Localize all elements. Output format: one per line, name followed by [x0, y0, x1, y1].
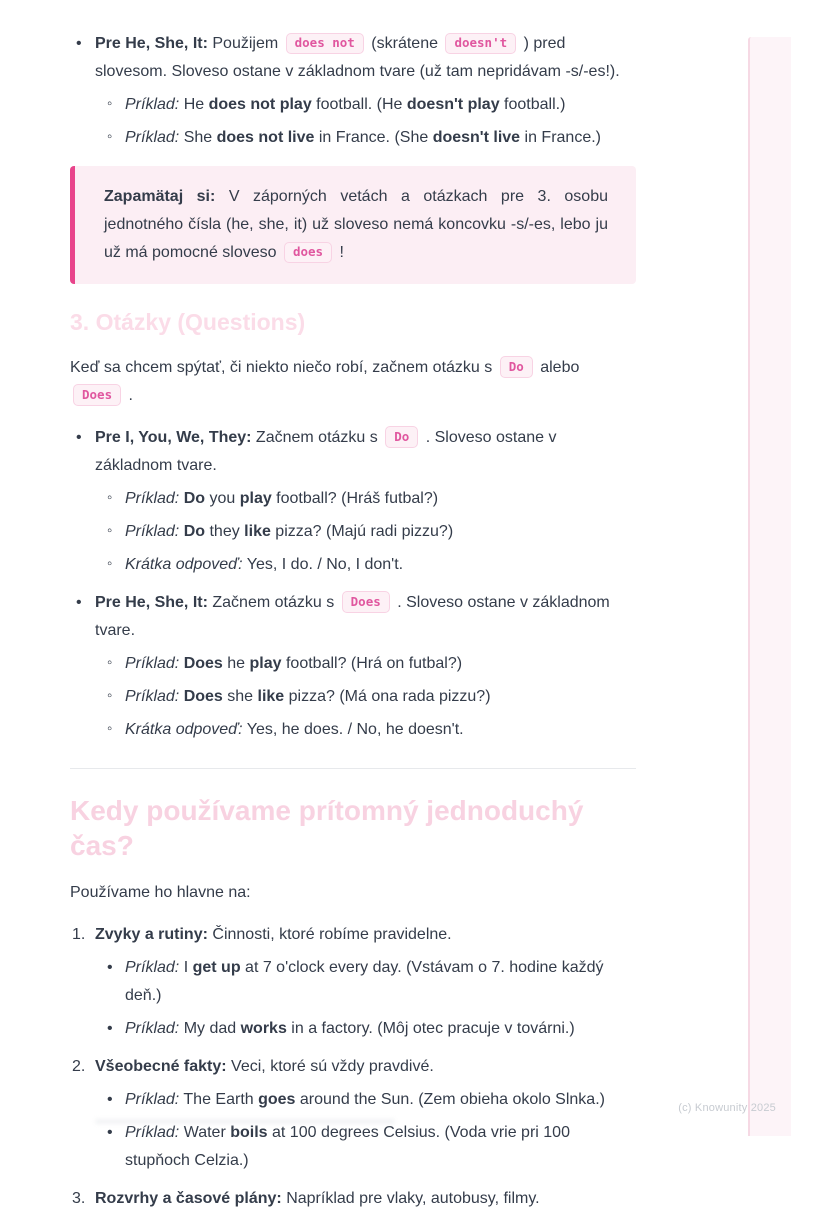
text-run: alebo [535, 358, 580, 376]
list-item [70, 921, 636, 1043]
bold-text: Pre He, She, It: [95, 35, 208, 52]
bold-text: get up [192, 958, 241, 976]
circle-marker: ◦ [107, 653, 113, 671]
list-item-text [95, 1190, 540, 1207]
list-item [70, 589, 636, 744]
italic-label: Príklad: [125, 687, 180, 705]
text-run: football? (Hrá on futbal?) [281, 654, 463, 672]
sub-item-text [125, 556, 403, 573]
bold-text: Do [183, 522, 206, 540]
list-item [70, 1185, 636, 1213]
text-run: Začnem otázku s [207, 593, 339, 611]
bold-text: goes [258, 1090, 296, 1108]
sub-item-text [125, 96, 565, 113]
sub-item-text [125, 721, 464, 738]
sub-list-item [105, 1119, 636, 1175]
italic-label: Krátka odpoveď: [125, 555, 243, 573]
bold-text: Pre I, You, We, They: [95, 428, 252, 446]
sub-list-item [105, 650, 636, 678]
sub-list-item [105, 91, 636, 119]
list-item-text [95, 35, 620, 80]
text-run: Keď sa chcem spýtať, či niekto niečo robí, začnem otázku s [70, 358, 497, 376]
text-run: . [124, 386, 133, 404]
sub-list-item [105, 1015, 636, 1043]
text-run: you [205, 489, 240, 507]
text-run: in a factory. (Môj otec pracuje v továrni.) [286, 1019, 575, 1037]
disc-marker: • [107, 1090, 113, 1108]
sub-list-item [105, 954, 636, 1010]
italic-label: Príklad: [125, 1019, 180, 1037]
sub-list [105, 954, 636, 1043]
section-heading-sub: 3. Otázky (Questions) [70, 309, 306, 335]
sub-list [105, 485, 636, 579]
text-run: he [222, 654, 250, 672]
text-run: My dad [179, 1019, 241, 1037]
text-run: at 100 degrees Celsius. (Voda vrie pri 100 stupňoch Celzia.) [125, 1123, 570, 1169]
text-run: ! [335, 244, 344, 261]
text-run: Začnem otázku s [251, 428, 383, 446]
italic-label: Krátka odpoveď: [125, 720, 243, 738]
bold-text: Does [183, 687, 223, 705]
text-run: they [205, 522, 245, 540]
bold-text: boils [230, 1123, 268, 1141]
inline-code-chip: Do [500, 356, 533, 378]
text-run: in France.) [520, 129, 601, 146]
bullet-marker: • [76, 428, 82, 446]
text-run: football. (He [311, 96, 407, 113]
bold-text: doesn't live [432, 129, 521, 146]
sub-list-item [105, 683, 636, 711]
list-item [70, 424, 636, 579]
list-item [70, 30, 636, 152]
disc-marker: • [107, 1019, 113, 1037]
numbered-list [70, 921, 636, 1213]
italic-label: Príklad: [125, 522, 180, 540]
bold-text: like [244, 522, 271, 540]
text-run: in France. (She [314, 129, 433, 146]
text-run: The Earth [179, 1090, 259, 1108]
disc-marker: • [107, 1123, 113, 1141]
bold-text: Do [183, 489, 206, 507]
bold-text: Pre He, She, It: [95, 593, 208, 611]
bold-text: Does [183, 654, 223, 672]
paragraph [70, 354, 636, 410]
list-item-text [95, 926, 452, 943]
bold-text: does not play [208, 96, 312, 113]
text-run: She [179, 129, 217, 146]
circle-marker: ◦ [107, 521, 113, 539]
callout-box [70, 166, 636, 284]
sub-list [105, 91, 636, 152]
section-divider [70, 768, 636, 769]
circle-marker: ◦ [107, 488, 113, 506]
list-number: 3. [72, 1189, 86, 1207]
copyright-footer: (c) Knowunity 2025 [678, 1102, 776, 1114]
inline-code-chip: does [284, 242, 332, 264]
text-run: around the Sun. (Zem obieha okolo Slnka.) [295, 1090, 605, 1108]
list-item [70, 1053, 636, 1175]
sub-list [105, 650, 636, 744]
list-item-text [95, 594, 610, 639]
callout-text [104, 183, 608, 267]
bullet-marker: • [76, 35, 82, 52]
text-run: Water [179, 1123, 231, 1141]
section-heading-main: Kedy používame prítomný jednoduchý čas? [70, 794, 584, 861]
bold-text: Všeobecné fakty: [95, 1057, 227, 1075]
sub-list-item [105, 716, 636, 744]
sub-list-item [105, 485, 636, 513]
bullet-list [70, 424, 636, 744]
bullet-marker: • [76, 593, 82, 611]
paragraph [70, 879, 636, 907]
bold-text: play [249, 654, 282, 672]
text-run: she [222, 687, 258, 705]
text-run: I [179, 958, 193, 976]
circle-marker: ◦ [107, 95, 113, 112]
text-run: Použijem [207, 35, 283, 52]
text-run: pizza? (Má ona rada pizzu?) [284, 687, 491, 705]
text-run: Napríklad pre vlaky, autobusy, filmy. [281, 1189, 540, 1207]
text-run: Yes, I do. / No, I don't. [242, 555, 404, 573]
sub-item-text [125, 959, 604, 1004]
circle-marker: ◦ [107, 686, 113, 704]
sub-item-text [125, 688, 491, 705]
disc-marker: • [107, 958, 113, 976]
bold-text: play [239, 489, 272, 507]
bullet-list [70, 30, 636, 152]
sub-item-text [125, 1124, 570, 1169]
inline-code-chip: Does [73, 384, 121, 406]
circle-marker: ◦ [107, 554, 113, 572]
sub-item-text [125, 655, 462, 672]
text-run: football? (Hráš futbal?) [271, 489, 439, 507]
italic-label: Príklad: [125, 654, 180, 672]
inline-code-chip: Does [342, 591, 390, 613]
bold-text: like [257, 687, 285, 705]
sub-item-text [125, 1091, 605, 1108]
cut-off-next-line [95, 1119, 395, 1124]
inline-code-chip: Do [385, 426, 418, 448]
bold-text: Zapamätaj si: [104, 188, 216, 205]
bold-text: works [240, 1019, 287, 1037]
sub-list-item [105, 518, 636, 546]
italic-label: Príklad: [125, 489, 180, 507]
sub-list-item [105, 124, 636, 152]
bold-text: Rozvrhy a časové plány: [95, 1189, 282, 1207]
list-number: 1. [72, 925, 86, 943]
text-run: at 7 o'clock every day. (Vstávam o 7. hodine každý deň.) [125, 958, 604, 1004]
text-run: Používame ho hlavne na: [70, 883, 251, 901]
page-edge-strip [748, 37, 791, 1136]
sub-list-item [105, 551, 636, 579]
bold-text: Zvyky a rutiny: [95, 925, 208, 943]
italic-label: Príklad: [125, 96, 180, 113]
list-item-text [95, 429, 556, 474]
text-run: Činnosti, ktoré robíme pravidelne. [207, 925, 452, 943]
italic-label: Príklad: [125, 1123, 180, 1141]
bold-text: does not live [216, 129, 315, 146]
sub-item-text [125, 1020, 575, 1037]
text-run: He [179, 96, 209, 113]
sub-item-text [125, 490, 438, 507]
inline-code-chip: doesn't [445, 33, 516, 55]
text-run: pizza? (Majú radi pizzu?) [270, 522, 454, 540]
list-number: 2. [72, 1057, 86, 1075]
text-run: Veci, ktoré sú vždy pravdivé. [226, 1057, 434, 1075]
sub-item-text [125, 523, 453, 540]
italic-label: Príklad: [125, 1090, 180, 1108]
italic-label: Príklad: [125, 958, 180, 976]
text-run: Yes, he does. / No, he doesn't. [242, 720, 464, 738]
bold-text: doesn't play [406, 96, 500, 113]
sub-list [105, 1086, 636, 1175]
text-run: (skrátene [366, 35, 443, 52]
text-run: ) pred slovesom. Sloveso ostane v základnom tvare (už tam nepridávam -s/-es!). [95, 35, 620, 80]
circle-marker: ◦ [107, 128, 113, 145]
list-item-text [95, 1058, 434, 1075]
text-run: V záporných vetách a otázkach pre 3. osobu jednotného čísla (he, she, it) už sloveso nemá koncovku -s/-es, lebo ju už má pomocné sloveso [104, 188, 608, 261]
text-run: football.) [499, 96, 566, 113]
document-content [70, 30, 636, 1217]
inline-code-chip: does not [286, 33, 364, 55]
italic-label: Príklad: [125, 129, 180, 146]
sub-list-item [105, 1086, 636, 1114]
text-run: . Sloveso ostane v základnom tvare. [95, 428, 557, 474]
sub-item-text [125, 129, 601, 146]
circle-marker: ◦ [107, 719, 113, 737]
text-run: . Sloveso ostane v základnom tvare. [95, 593, 610, 639]
